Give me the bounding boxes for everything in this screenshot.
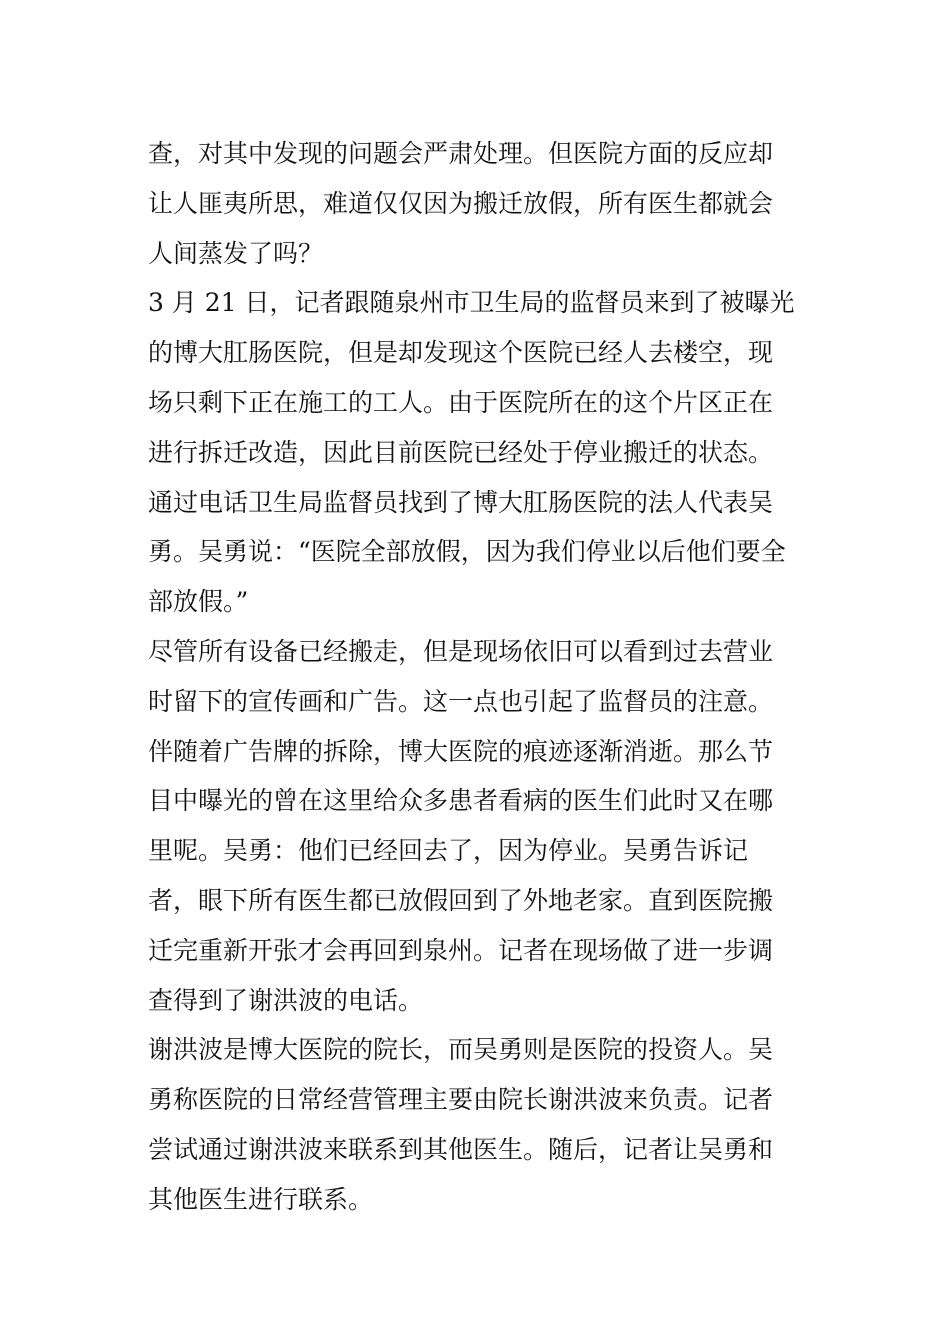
text-line: 通过电话卫生局监督员找到了博大肛肠医院的法人代表吴 bbox=[148, 487, 774, 517]
text-line: 查，对其中发现的问题会严肃处理。但医院方面的反应却 bbox=[148, 139, 774, 168]
text-line: 者，眼下所有医生都已放假回到了外地老家。直到医院搬 bbox=[148, 885, 774, 915]
text-line: 进行拆迁改造，因此目前医院已经处于停业搬迁的状态。 bbox=[148, 437, 774, 467]
text-line: 部放假。” bbox=[148, 587, 249, 617]
text-line: 迁完重新开张才会再回到泉州。记者在现场做了进一步调 bbox=[148, 935, 774, 965]
text-line: 目中曝光的曾在这里给众多患者看病的医生们此时又在哪 bbox=[148, 786, 774, 816]
text-line: 里呢。吴勇：他们已经回去了，因为停业。吴勇告诉记 bbox=[148, 836, 749, 866]
text-line: 的博大肛肠医院，但是却发现这个医院已经人去楼空，现 bbox=[148, 338, 774, 368]
text-line: 尝试通过谢洪波来联系到其他医生。随后，记者让吴勇和 bbox=[148, 1134, 774, 1164]
text-line: 伴随着广告牌的拆除，博大医院的痕迹逐渐消逝。那么节 bbox=[148, 736, 774, 766]
text-line: 查得到了谢洪波的电话。 bbox=[148, 985, 424, 1015]
article-body bbox=[148, 129, 808, 1225]
text-line: 其他医生进行联系。 bbox=[148, 1184, 374, 1214]
text-line: 场只剩下正在施工的工人。由于医院所在的这个片区正在 bbox=[148, 387, 774, 417]
text-line: 谢洪波是博大医院的院长，而吴勇则是医院的投资人。吴 bbox=[148, 1035, 774, 1065]
text-line: 让人匪夷所思，难道仅仅因为搬迁放假，所有医生都就会 bbox=[148, 188, 774, 218]
text-line: 尽管所有设备已经搬走，但是现场依旧可以看到过去营业 bbox=[148, 636, 774, 666]
text-line: 勇称医院的日常经营管理主要由院长谢洪波来负责。记者 bbox=[148, 1085, 774, 1115]
text-line: 勇。吴勇说：“医院全部放假，因为我们停业以后他们要全 bbox=[148, 537, 786, 567]
text-line: 3 月 21 日，记者跟随泉州市卫生局的监督员来到了被曝光 bbox=[148, 288, 795, 318]
text-line: 人间蒸发了吗？ bbox=[148, 238, 324, 268]
text-line: 时留下的宣传画和广告。这一点也引起了监督员的注意。 bbox=[148, 686, 774, 716]
